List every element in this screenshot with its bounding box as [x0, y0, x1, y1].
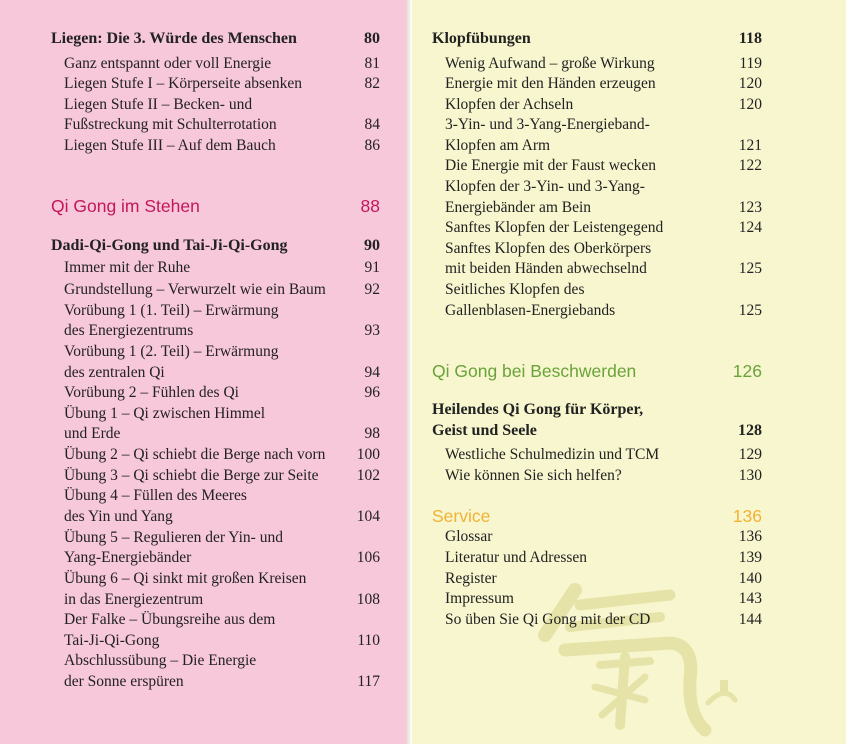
toc-entry: Liegen Stufe III – Auf dem Bauch	[64, 137, 276, 154]
toc-entry: Klopfen der Achseln	[445, 96, 574, 113]
toc-entry: Der Falke – Übungsreihe aus dem	[64, 611, 276, 628]
page-number: 144	[738, 611, 762, 628]
section-heading: Qi Gong bei Beschwerden	[432, 361, 637, 381]
page-number: 100	[356, 446, 380, 463]
toc-entry: Impressum	[445, 590, 514, 607]
toc-entry: So üben Sie Qi Gong mit der CD	[445, 611, 651, 628]
page-number: 92	[364, 281, 380, 298]
toc-entry: Wie können Sie sich helfen?	[445, 467, 622, 484]
page-number: 129	[738, 446, 762, 463]
chapter-title: Dadi-Qi-Gong und Tai-Ji-Qi-Gong	[51, 237, 288, 254]
toc-entry: Sanftes Klopfen der Leistengegend	[445, 219, 664, 236]
page-number: 119	[739, 55, 762, 72]
page-number: 139	[738, 549, 762, 566]
page-number: 86	[364, 137, 380, 154]
page-number: 140	[738, 570, 762, 587]
toc-entry: Klopfen am Arm	[445, 137, 551, 154]
page-number: 124	[738, 219, 762, 236]
toc-entry: Übung 5 – Regulieren der Yin- und	[64, 529, 283, 546]
chapter-title: Liegen: Die 3. Würde des Menschen	[51, 30, 297, 47]
toc-entry: 3-Yin- und 3-Yang-Energieband-	[445, 116, 650, 133]
section-heading: Qi Gong im Stehen	[51, 196, 200, 216]
page-number: 123	[738, 199, 762, 216]
page-number: 90	[364, 237, 380, 254]
toc-entry: Ganz entspannt oder voll Energie	[64, 55, 272, 72]
page-number: 136	[732, 506, 762, 526]
toc-entry: Gallenblasen-Energiebands	[445, 302, 616, 319]
toc-entry: Vorübung 2 – Fühlen des Qi	[64, 384, 239, 401]
page-number: 121	[738, 137, 762, 154]
toc-entry: Literatur und Adressen	[445, 549, 588, 566]
toc-entry: Übung 2 – Qi schiebt die Berge nach vorn	[64, 446, 326, 463]
toc-entry: Übung 6 – Qi sinkt mit großen Kreisen	[64, 570, 307, 587]
toc-entry: des Yin und Yang	[64, 508, 173, 525]
toc-entry: Westliche Schulmedizin und TCM	[445, 446, 660, 463]
toc-entry: Klopfen der 3-Yin- und 3-Yang-	[445, 178, 645, 195]
page-number: 128	[738, 422, 762, 439]
page-number: 143	[738, 590, 762, 607]
toc-entry: Energie mit den Händen erzeugen	[445, 75, 656, 92]
page-number: 81	[364, 55, 380, 72]
page-number: 104	[356, 508, 380, 525]
toc-entry: des zentralen Qi	[64, 364, 165, 381]
toc-entry: der Sonne erspüren	[64, 673, 184, 690]
section-heading: Service	[432, 506, 491, 526]
toc-entry: in das Energiezentrum	[64, 591, 204, 608]
toc-entry: Vorübung 1 (1. Teil) – Erwärmung	[64, 302, 279, 319]
page-number: 93	[364, 322, 380, 339]
page-number: 122	[738, 157, 762, 174]
toc-entry: Energiebänder am Bein	[445, 199, 592, 216]
page-number: 117	[357, 673, 380, 690]
toc-entry: Abschlussübung – Die Energie	[64, 652, 257, 669]
page-number: 82	[364, 75, 380, 92]
toc-entry: Register	[445, 570, 497, 587]
page-number: 110	[357, 632, 380, 649]
toc-entry: Übung 1 – Qi zwischen Himmel	[64, 405, 266, 422]
page-number: 88	[360, 196, 380, 216]
page-number: 126	[732, 361, 762, 381]
toc-entry: Liegen Stufe I – Körperseite absenken	[64, 75, 303, 92]
toc-entry: Die Energie mit der Faust wecken	[445, 157, 657, 174]
page-number: 108	[356, 591, 380, 608]
page-number: 102	[356, 467, 380, 484]
toc-entry: Grundstellung – Verwurzelt wie ein Baum	[64, 281, 326, 298]
toc-entry: des Energiezentrums	[64, 322, 194, 339]
page-number: 125	[738, 302, 762, 319]
page-number: 120	[738, 96, 762, 113]
page-number: 106	[356, 549, 380, 566]
toc-entry: Übung 4 – Füllen des Meeres	[64, 487, 247, 504]
page-number: 130	[738, 467, 762, 484]
page-number: 125	[738, 260, 762, 277]
toc-entry: und Erde	[64, 425, 121, 442]
toc-entry: Vorübung 1 (2. Teil) – Erwärmung	[64, 343, 279, 360]
toc-entry: Immer mit der Ruhe	[64, 259, 191, 276]
page-number: 136	[738, 528, 762, 545]
toc-entry: Seitliches Klopfen des	[445, 281, 585, 298]
toc-entry: Glossar	[445, 528, 493, 545]
toc-entry: Fußstreckung mit Schulterrotation	[64, 116, 277, 133]
page-number: 84	[364, 116, 380, 133]
toc-entry: Liegen Stufe II – Becken- und	[64, 96, 253, 113]
page-number: 91	[364, 259, 380, 276]
toc-entry: Übung 3 – Qi schiebt die Berge zur Seite	[64, 467, 319, 484]
toc-entry: Sanftes Klopfen des Oberkörpers	[445, 240, 652, 257]
toc-entry: Tai-Ji-Qi-Gong	[64, 632, 160, 649]
toc-entry: mit beiden Händen abwechselnd	[445, 260, 647, 277]
page-number: 80	[364, 30, 380, 47]
page-number: 94	[364, 364, 380, 381]
chapter-title: Geist und Seele	[432, 422, 537, 439]
chapter-title: Klopfübungen	[432, 30, 531, 47]
page-number: 118	[738, 30, 762, 47]
chapter-title: Heilendes Qi Gong für Körper,	[432, 401, 644, 418]
page-number: 120	[738, 75, 762, 92]
toc-entry: Yang-Energiebänder	[64, 549, 192, 566]
toc-entry: Wenig Aufwand – große Wirkung	[445, 55, 655, 72]
page-number: 98	[364, 425, 380, 442]
page-number: 96	[364, 384, 380, 401]
qi-calligraphy-icon	[520, 565, 750, 745]
